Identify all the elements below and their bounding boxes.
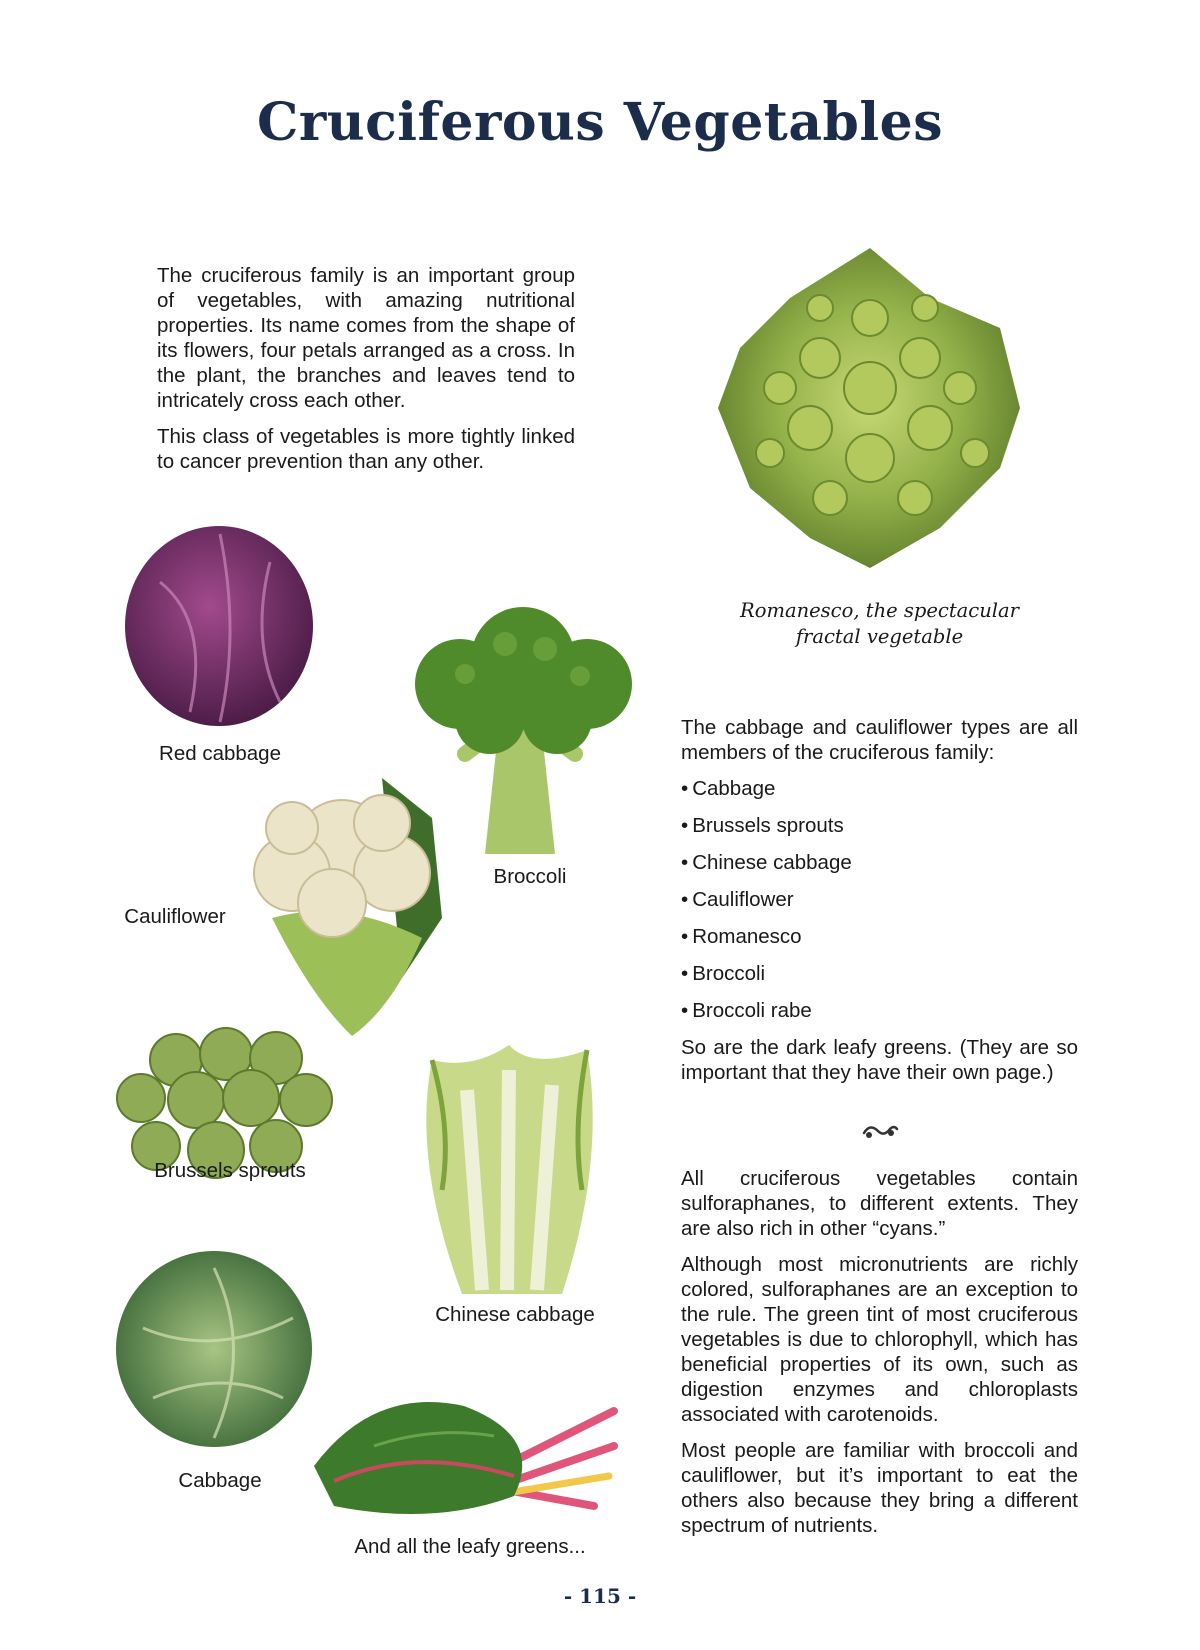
list-item: • Cauliflower <box>681 887 1078 924</box>
sulforaphanes-paragraph-3: Most people are familiar with broccoli and cauliflower, but it’s important to eat the others also because they bring a different spectrum of nutrients. <box>681 1439 1078 1537</box>
romanesco-caption <box>681 598 1078 650</box>
cauliflower-caption: Cauliflower <box>124 905 226 928</box>
sulforaphanes-section <box>681 1166 1078 1549</box>
red-cabbage-caption: Red cabbage <box>159 742 281 765</box>
chinese-cabbage-caption: Chinese cabbage <box>435 1303 595 1326</box>
broccoli-caption: Broccoli <box>493 865 567 888</box>
page-number: - 115 - <box>563 1584 637 1608</box>
intro-paragraph-1: The cruciferous family is an important group of vegetables, with amazing nutritional properties. Its name comes from the shape of its flowers, four petals arranged as a cross. In the plant, the branches and leaves tend to intricately cross each other. <box>157 264 575 412</box>
chinese-cabbage-image <box>412 1040 606 1294</box>
list-item: • Cabbage <box>681 776 1078 813</box>
leafy-greens-caption: And all the leafy greens... <box>354 1535 586 1558</box>
romanesco-caption-line-1: Romanesco, the spectacular <box>740 599 1019 622</box>
list-item: • Broccoli <box>681 961 1078 998</box>
members-section <box>681 715 1078 1096</box>
cauliflower-image <box>232 778 470 1036</box>
members-list <box>681 776 1078 1035</box>
sulforaphanes-paragraph-2: Although most micronutrients are richly colored, sulforaphanes are an exception to the rule. The green tint of most cruciferous vegetables is due to chlorophyll, which has beneficial properties of its own, such as digestion enzymes and chloroplasts associated with carotenoids. <box>681 1253 1078 1426</box>
list-item: • Broccoli rabe <box>681 998 1078 1035</box>
list-item: • Chinese cabbage <box>681 850 1078 887</box>
intro-paragraph-2: This class of vegetables is more tightly linked to cancer prevention than any other. <box>157 425 575 473</box>
list-item: • Brussels sprouts <box>681 813 1078 850</box>
leafy-greens-image <box>314 1386 620 1526</box>
list-item: • Romanesco <box>681 924 1078 961</box>
intro-text <box>157 263 575 485</box>
red-cabbage-image <box>120 522 318 730</box>
cabbage-caption: Cabbage <box>178 1469 262 1492</box>
sulforaphanes-paragraph-1: All cruciferous vegetables contain sulforaphanes, to different extents. They are also rich in other “cyans.” <box>681 1167 1078 1240</box>
romanesco-caption-line-2: fractal vegetable <box>795 625 964 648</box>
fleuron-ornament-icon <box>860 1119 900 1143</box>
brussels-sprouts-image <box>116 1028 338 1180</box>
brussels-sprouts-caption: Brussels sprouts <box>154 1159 306 1182</box>
cabbage-image <box>113 1248 315 1450</box>
romanesco-image <box>700 238 1040 578</box>
page-title: Cruciferous Vegetables <box>256 92 943 153</box>
members-intro: The cabbage and cauliflower types are all members of the cruciferous family: <box>681 716 1078 764</box>
members-outro: So are the dark leafy greens. (They are so important that they have their own page.) <box>681 1036 1078 1084</box>
